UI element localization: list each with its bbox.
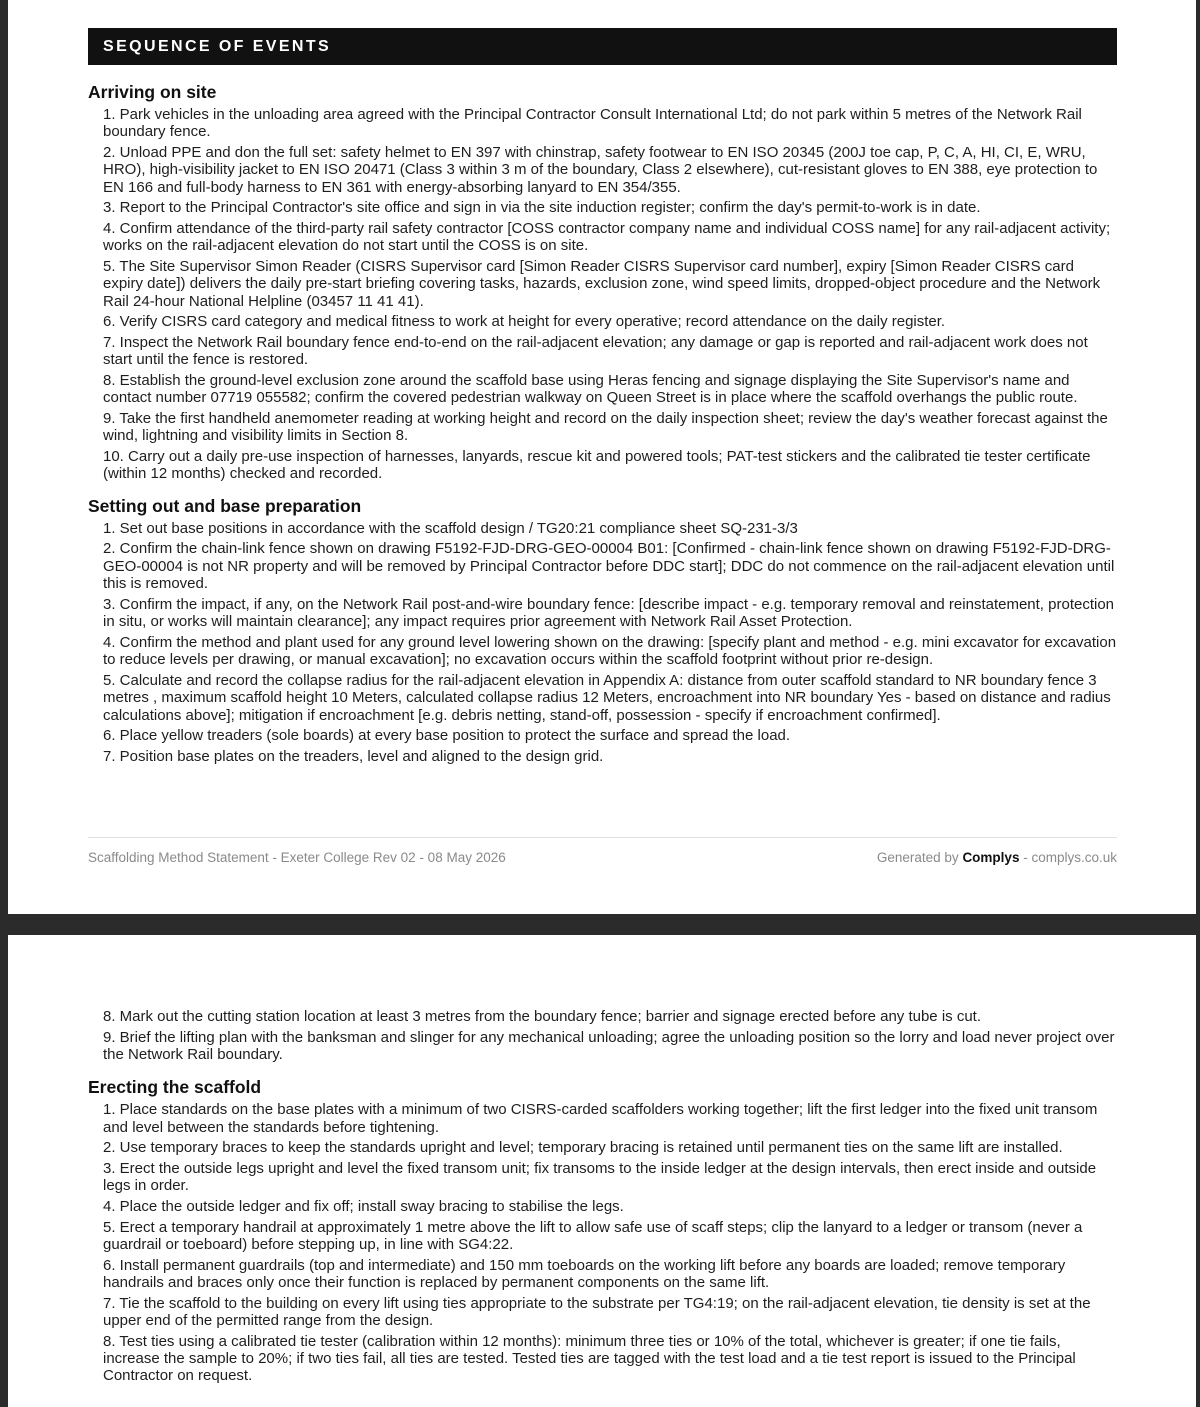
list-item: 7. Tie the scaffold to the building on every lift using ties appropriate to the substrate per TG4:19; on the rail-adjacent elevation, tie density is set at the upper end of the permitted range from the design. xyxy=(103,1294,1091,1329)
list-item: 3. Confirm the impact, if any, on the Network Rail post-and-wire boundary fence: [describe impact - e.g. temporary removal and reinstatement, protection in situ, or works will maintain clearance]; any impact requires prior agreement with Network Rail Asset Protection. xyxy=(103,595,1115,631)
list-item: 4. Place the outside ledger and fix off; install sway bracing to stabilise the legs. xyxy=(103,1198,624,1215)
list-item: 6. Verify CISRS card category and medical fitness to work at height for every operative; record attendance on the daily register. xyxy=(103,313,946,331)
list-item: 1. Place standards on the base plates with a minimum of two CISRS-carded scaffolders working together; lift the first ledger into the fixed unit transom and level between the standards before tightening. xyxy=(103,1101,1098,1136)
page-1-content xyxy=(88,80,1118,768)
list-item: 7. Position base plates on the treaders, level and aligned to the design grid. xyxy=(103,747,604,765)
footer-site: - complys.co.uk xyxy=(1023,850,1117,865)
list-item: 3. Report to the Principal Contractor's site office and sign in via the site induction register; confirm the day's permit-to-work is in date. xyxy=(103,199,981,217)
setting-out-list-continued xyxy=(88,1008,1118,1063)
list-item: 4. Confirm attendance of the third-party rail safety contractor [COSS contractor company name and individual COSS name] for any rail-adjacent activity; works on the rail-adjacent elevation do not start until the COSS is on site. xyxy=(103,220,1111,255)
erecting-heading: Erecting the scaffold xyxy=(88,1077,262,1098)
document-page-2 xyxy=(8,935,1196,1407)
section-title-bar: SEQUENCE OF EVENTS xyxy=(88,28,1117,65)
list-item: 7. Inspect the Network Rail boundary fence end-to-end on the rail-adjacent elevation; any damage or gap is reported and rail-adjacent work does not start until the fence is restored. xyxy=(103,334,1088,369)
list-item: 5. Calculate and record the collapse radius for the rail-adjacent elevation in Appendix A: distance from outer scaffold standard to NR boundary fence 3 metres , maximum scaffold height 10 Meters, calculated collapse radius 12 Meters, encroachment into NR boundary Yes - based on distance and radius calculations above]; mitigation if encroachment [e.g. debris netting, stand-off, possession - specify if encroachment confirmed]. xyxy=(103,671,1111,724)
footer-document-title: Scaffolding Method Statement - Exeter College Rev 02 - 08 May 2026 xyxy=(88,850,506,865)
list-item: 9. Take the first handheld anemometer reading at working height and record on the daily inspection sheet; review the day's weather forecast against the wind, lightning and visibility limits in Section 8. xyxy=(103,410,1108,445)
erecting-list xyxy=(88,1101,1118,1384)
arriving-heading: Arriving on site xyxy=(88,82,217,102)
list-item: 9. Brief the lifting plan with the banksman and slinger for any mechanical unloading; agree the unloading position so the lorry and load never project over the Network Rail boundary. xyxy=(103,1028,1115,1063)
list-item: 8. Test ties using a calibrated tie tester (calibration within 12 months): minimum three ties or 10% of the total, whichever is greater; if one tie fails, increase the sample to 20%; if two ties fail, all ties are tested. Tested ties are tagged with the test load and a tie test report is issued to the Principal Contractor on request. xyxy=(103,1332,1076,1385)
arriving-list xyxy=(88,106,1118,483)
list-item: 5. The Site Supervisor Simon Reader (CISRS Supervisor card [Simon Reader CISRS Supervisor card number], expiry [Simon Reader CISRS card expiry date]) delivers the daily pre-start briefing covering tasks, hazards, exclusion zone, wind speed limits, dropped-object procedure and the Network Rail 24-hour National Helpline (03457 11 41 41). xyxy=(103,258,1101,310)
list-item: 4. Confirm the method and plant used for any ground level lowering shown on the drawing: [specify plant and method - e.g. mini excavator for excavation to reduce levels per drawing, or manual excavation]; no excavation occurs within the scaffold footprint without prior re-design. xyxy=(103,633,1117,669)
arriving-section xyxy=(88,80,1118,483)
list-item: 10. Carry out a daily pre-use inspection of harnesses, lanyards, rescue kit and powered tools; PAT-test stickers and the calibrated tie tester certificate (within 12 months) checked and recorded. xyxy=(103,448,1091,483)
list-item: 5. Erect a temporary handrail at approximately 1 metre above the lift to allow safe use of scaff steps; clip the lanyard to a ledger or transom (never a guardrail or toeboard) before stepping up, in line with SG4:22. xyxy=(103,1218,1083,1253)
setting-out-list xyxy=(88,520,1118,765)
list-item: 6. Place yellow treaders (sole boards) at every base position to protect the surface and spread the load. xyxy=(103,727,791,745)
erecting-section xyxy=(88,1075,1118,1384)
list-item: 8. Mark out the cutting station location at least 3 metres from the boundary fence; barrier and signage erected before any tube is cut. xyxy=(103,1008,981,1025)
list-item: 2. Unload PPE and don the full set: safety helmet to EN 397 with chinstrap, safety footwear to EN ISO 20345 (200J toe cap, P, C, A, HI, CI, E, WRU, HRO), high-visibility jacket to EN ISO 20471 (Class 3 within 3 m of the boundary, Class 2 elsewhere), cut-resistant gloves to EN 388, eye protection to EN 166 and full-body harness to EN 361 with energy-absorbing lanyard to EN 354/355. xyxy=(103,144,1098,196)
footer-generator xyxy=(877,850,1117,865)
list-item: 2. Confirm the chain-link fence shown on drawing F5192-FJD-DRG-GEO-00004 B01: [Confirmed - chain-link fence shown on drawing F5192-FJD-DRG-GEO-00004 is not NR property and will be removed by Principal Contractor before DDC start]; DDC do not commence on the rail-adjacent elevation until this is removed. xyxy=(103,540,1115,593)
footer-generated-by: Generated by xyxy=(876,850,959,865)
list-item: 6. Install permanent guardrails (top and intermediate) and 150 mm toeboards on the working lift before any boards are loaded; remove temporary handrails and braces only once their function is replaced by permanent components on the same lift. xyxy=(103,1256,1066,1291)
list-item: 8. Establish the ground-level exclusion zone around the scaffold base using Heras fencing and signage displaying the Site Supervisor's name and contact number 07719 055582; confirm the covered pedestrian walkway on Queen Street is in place where the scaffold overhangs the public route. xyxy=(103,372,1078,407)
page-2-content xyxy=(88,1008,1118,1388)
list-item: 3. Erect the outside legs upright and level the fixed transom unit; fix transoms to the inside ledger at the design intervals, then erect inside and outside legs in order. xyxy=(103,1160,1097,1195)
document-page-1 xyxy=(8,0,1196,914)
list-item: 2. Use temporary braces to keep the standards upright and level; temporary bracing is retained until permanent ties on the same lift are installed. xyxy=(103,1139,1063,1157)
list-item: 1. Park vehicles in the unloading area agreed with the Principal Contractor Consult International Ltd; do not park within 5 metres of the Network Rail boundary fence. xyxy=(103,106,1082,141)
setting-out-section xyxy=(88,494,1118,765)
setting-out-heading: Setting out and base preparation xyxy=(88,495,362,516)
list-item: 1. Set out base positions in accordance with the scaffold design / TG20:21 compliance sheet SQ-231-3/3 xyxy=(103,519,798,537)
footer-brand: Complys xyxy=(962,850,1020,865)
page-footer xyxy=(88,837,1117,865)
